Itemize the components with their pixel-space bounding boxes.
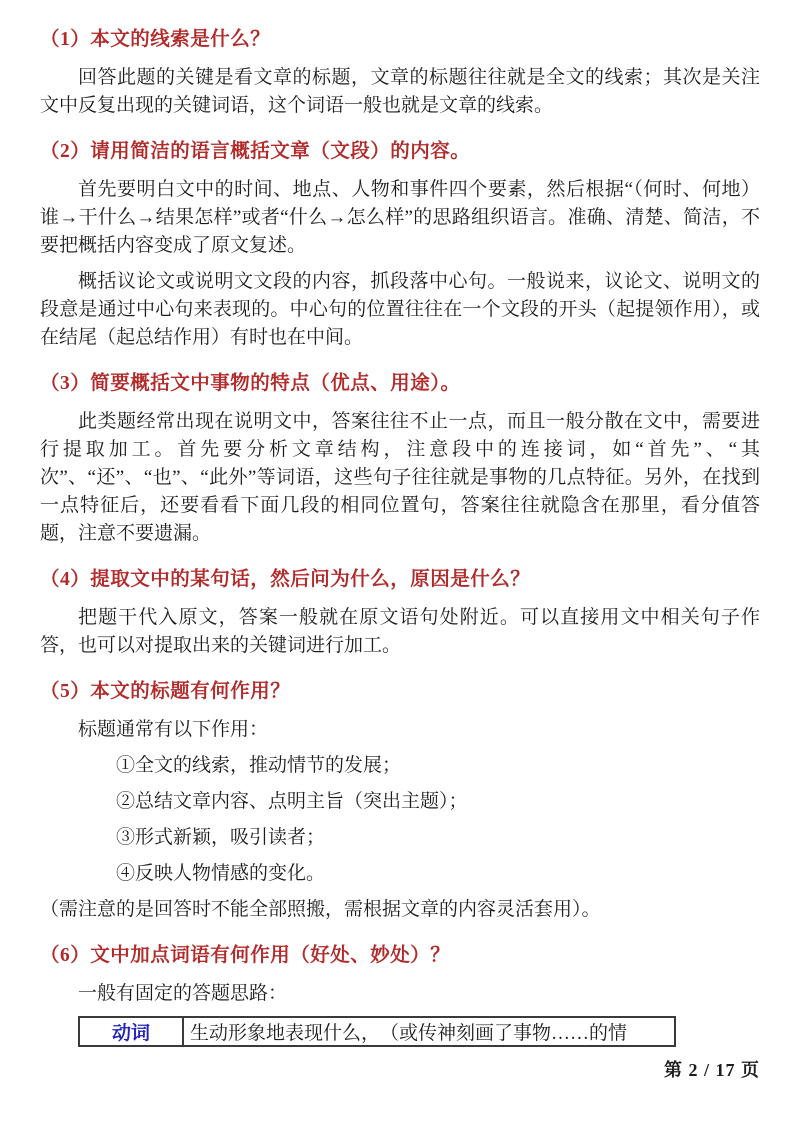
section-6-heading: （6）文中加点词语有何作用（好处、妙处）？ — [40, 945, 451, 966]
table-explanation-cell: 生动形象地表现什么， （或传神刻画了事物……的情 — [183, 1017, 675, 1046]
table-row — [79, 1017, 675, 1046]
section-2-heading: （2）请用简洁的语言概括文章（文段）的内容。 — [40, 141, 471, 162]
page-number-footer: 第 2 / 17 页 — [663, 1060, 760, 1080]
section-5-intro: 标题通常有以下作用： — [78, 719, 269, 740]
answer-pattern-table — [78, 1016, 676, 1047]
section-4-heading: （4）提取文中的某句话，然后问为什么，原因是什么？ — [40, 569, 531, 590]
section-1-heading: （1）本文的线索是什么？ — [40, 29, 271, 50]
title-function-list-item: ②总结文章内容、点明主旨（突出主题）； — [116, 791, 468, 812]
title-function-list-item: ①全文的线索，推动情节的发展； — [116, 755, 402, 776]
paragraph: 回答此题的关键是看文章的标题，文章的标题往往就是全文的线索；其次是关注文中反复出现的关键词语，这个词语一般也就是文章的线索。 — [40, 67, 760, 116]
section-3-heading: （3）简要概括文中事物的特点（优点、用途）。 — [40, 373, 461, 394]
section-6-intro: 一般有固定的答题思路： — [78, 983, 288, 1004]
paragraph: 此类题经常出现在说明文中，答案往往不止一点，而且一般分散在文中，需要进行提取加工。首先要分析文章结构，注意段中的连接词，如“首先”、“其次”、“还”、“也”、“此外”等词语，这些句子往往就是事物的几点特征。另外，在找到一点特征后，还要看看下面几段的相同位置句，答案往往就隐含在那里，看分值答题，注意不要遗漏。 — [40, 411, 760, 544]
title-function-list-item: ③形式新颖，吸引读者； — [116, 827, 326, 848]
section-5-note: （需注意的是回答时不能全部照搬，需根据文章的内容灵活套用）。 — [40, 899, 601, 920]
paragraph: 把题干代入原文，答案一般就在原文语句处附近。可以直接用文中相关句子作答，也可以对提取出来的关键词进行加工。 — [40, 607, 760, 656]
section-5-heading: （5）本文的标题有何作用？ — [40, 681, 291, 702]
paragraph: 概括议论文或说明文文段的内容，抓段落中心句。一般说来，议论文、说明文的段意是通过中心句来表现的。中心句的位置往往在一个文段的开头（起提领作用），或在结尾（起总结作用）有时也在中间。 — [40, 271, 760, 348]
title-function-list-item: ④反映人物情感的变化。 — [116, 863, 326, 884]
table-term-cell: 动词 — [79, 1017, 183, 1046]
paragraph: 首先要明白文中的时间、地点、人物和事件四个要素，然后根据“（何时、何地）谁→干什么→结果怎样”或者“什么→怎么样”的思路组织语言。准确、清楚、简洁，不要把概括内容变成了原文复述。 — [40, 179, 760, 256]
